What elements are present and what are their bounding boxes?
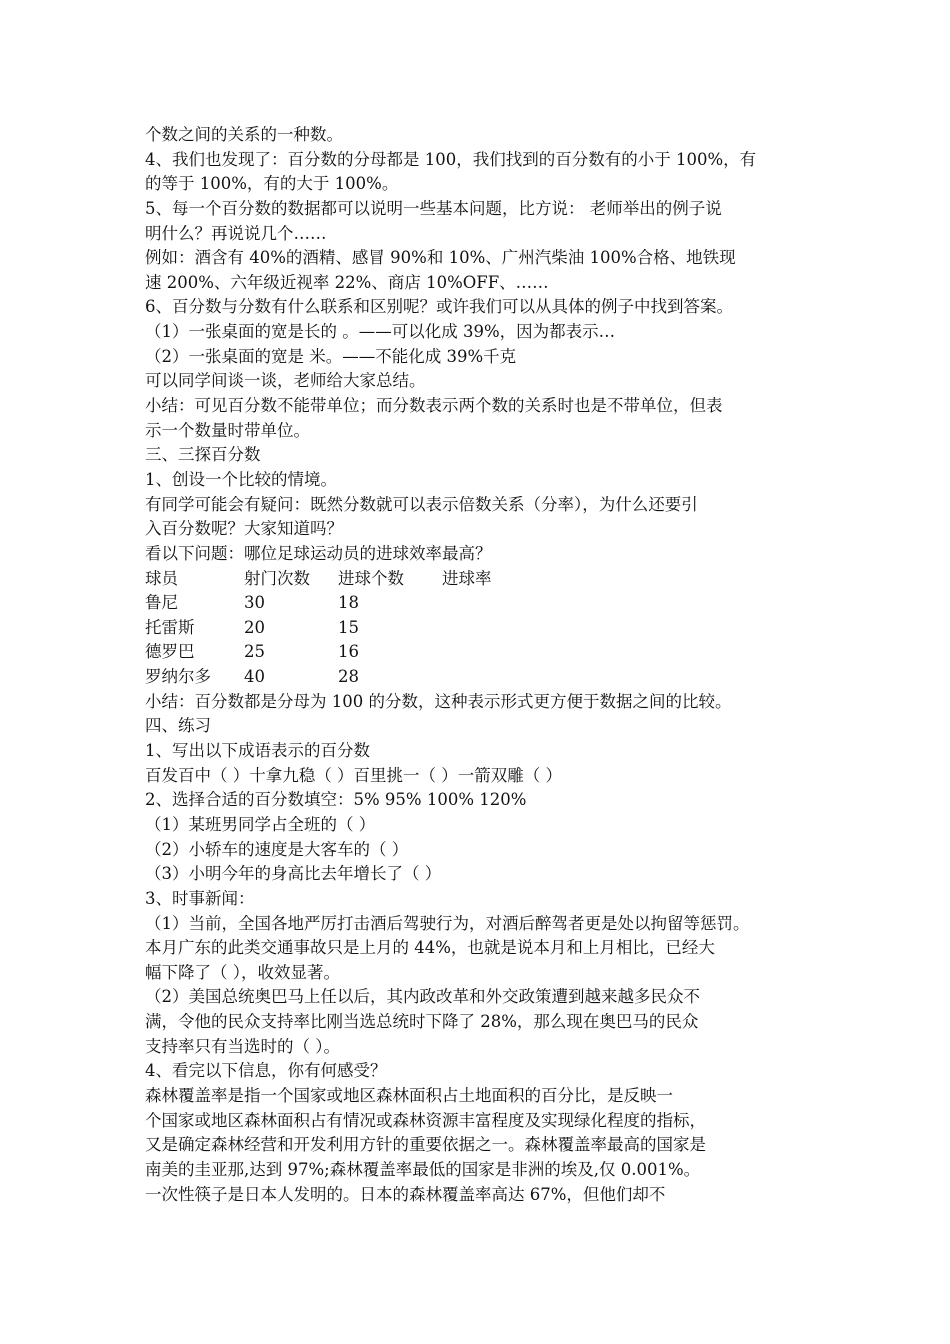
table-cell: 40 — [244, 667, 265, 687]
text-line: 明什么？再说说几个…… — [145, 223, 327, 243]
text-line: 1、创设一个比较的情境。 — [145, 469, 337, 489]
text-line: 6、百分数与分数有什么联系和区别呢？或许我们可以从具体的例子中找到答案。 — [145, 297, 733, 317]
text-line: 个数之间的关系的一种数。 — [145, 125, 343, 144]
document-body — [145, 123, 815, 1207]
text-line: 速 200%、六年级近视率 22%、商店 10%OFF、…… — [145, 272, 549, 292]
text-line: 支持率只有当选时的（ ）。 — [145, 1036, 340, 1056]
table-header-cell: 球员 — [145, 568, 178, 588]
text-line: 小结：百分数都是分母为 100 的分数，这种表示形式更方便于数据之间的比较。 — [145, 691, 732, 711]
table-row — [145, 591, 815, 616]
table-cell: 德罗巴 — [145, 642, 195, 662]
table-cell: 30 — [244, 593, 265, 613]
text-line: 1、写出以下成语表示的百分数 — [145, 741, 370, 761]
table-cell: 15 — [338, 617, 359, 637]
table-header-cell: 射门次数 — [244, 568, 310, 588]
text-line: 入百分数呢？大家知道吗？ — [145, 519, 343, 539]
text-line: （2）小轿车的速度是大客车的（ ） — [145, 839, 409, 859]
text-line: 有同学可能会有疑问：既然分数就可以表示倍数关系（分率），为什么还要引 — [145, 494, 698, 514]
text-line: 可以同学间谈一谈，老师给大家总结。 — [145, 371, 426, 391]
player-stats-table — [145, 567, 815, 690]
table-row — [145, 665, 815, 690]
text-line: （1）某班男同学占全班的（ ） — [145, 814, 376, 834]
text-line: 4、看完以下信息，你有何感受？ — [145, 1061, 387, 1081]
text-line: （1）当前，全国各地严厉打击酒后驾驶行为，对酒后醉驾者更是处以拘留等惩罚。 — [145, 913, 750, 933]
table-header-cell: 进球个数 — [338, 568, 404, 588]
text-line: （3）小明今年的身高比去年增长了（ ） — [145, 864, 442, 884]
section-heading: 三、三探百分数 — [145, 445, 261, 465]
text-line: 个国家或地区森林面积占有情况或森林资源丰富程度及实现绿化程度的指标， — [145, 1110, 706, 1130]
table-cell: 18 — [338, 593, 359, 613]
table-cell: 托雷斯 — [145, 617, 195, 637]
text-line: 满，令他的民众支持率比刚当选总统时下降了 28%，那么现在奥巴马的民众 — [145, 1012, 699, 1032]
table-row — [145, 640, 815, 665]
table-cell: 罗纳尔多 — [145, 667, 211, 687]
text-line: 示一个数量时带单位。 — [145, 420, 310, 440]
table-cell: 25 — [244, 642, 265, 662]
text-line: 看以下问题：哪位足球运动员的进球效率最高？ — [145, 543, 492, 563]
table-cell: 28 — [338, 667, 359, 687]
text-line: 南美的圭亚那,达到 97%;森林覆盖率最低的国家是非洲的埃及,仅 0.001%。 — [145, 1159, 701, 1179]
text-line: 4、我们也发现了：百分数的分母都是 100，我们找到的百分数有的小于 100%，有 — [145, 149, 757, 169]
text-line: 百发百中（ ）十拿九稳（ ）百里挑一（ ）一箭双雕（ ） — [145, 765, 562, 785]
text-line: 一次性筷子是日本人发明的。日本的森林覆盖率高达 67%，但他们却不 — [145, 1184, 666, 1204]
text-line: 2、选择合适的百分数填空：5% 95% 100% 120% — [145, 790, 527, 810]
text-line: （2）美国总统奥巴马上任以后，其内政改革和外交政策遭到越来越多民众不 — [145, 987, 700, 1007]
table-row — [145, 616, 815, 641]
text-line: 又是确定森林经营和开发利用方针的重要依据之一。森林覆盖率最高的国家是 — [145, 1135, 706, 1155]
text-line: 小结：可见百分数不能带单位；而分数表示两个数的关系时也是不带单位，但表 — [145, 396, 723, 416]
text-line: 幅下降了（ ），收效显著。 — [145, 962, 340, 982]
text-block-top — [145, 123, 815, 567]
text-line: 5、每一个百分数的数据都可以说明一些基本问题，比方说： 老师举出的例子说 — [145, 198, 722, 218]
table-cell: 20 — [244, 617, 265, 637]
table-cell: 鲁尼 — [145, 593, 178, 613]
section-heading: 四、练习 — [145, 716, 211, 736]
text-line: 例如：酒含有 40%的酒精、感冒 90%和 10%、广州汽柴油 100%合格、地铁现 — [145, 248, 736, 268]
text-block-bottom — [145, 690, 815, 1207]
table-cell: 16 — [338, 642, 359, 662]
text-line: （1）一张桌面的宽是长的 。——可以化成 39%，因为都表示… — [145, 322, 616, 342]
table-header-row — [145, 567, 815, 592]
text-line: 的等于 100%，有的大于 100%。 — [145, 174, 399, 194]
text-line: 3、时事新闻： — [145, 888, 255, 908]
text-line: 本月广东的此类交通事故只是上月的 44%，也就是说本月和上月相比，已经大 — [145, 938, 715, 958]
text-line: 森林覆盖率是指一个国家或地区森林面积占土地面积的百分比，是反映一 — [145, 1085, 673, 1105]
table-header-cell: 进球率 — [442, 568, 492, 588]
text-line: （2）一张桌面的宽是 米。——不能化成 39%千克 — [145, 346, 517, 366]
